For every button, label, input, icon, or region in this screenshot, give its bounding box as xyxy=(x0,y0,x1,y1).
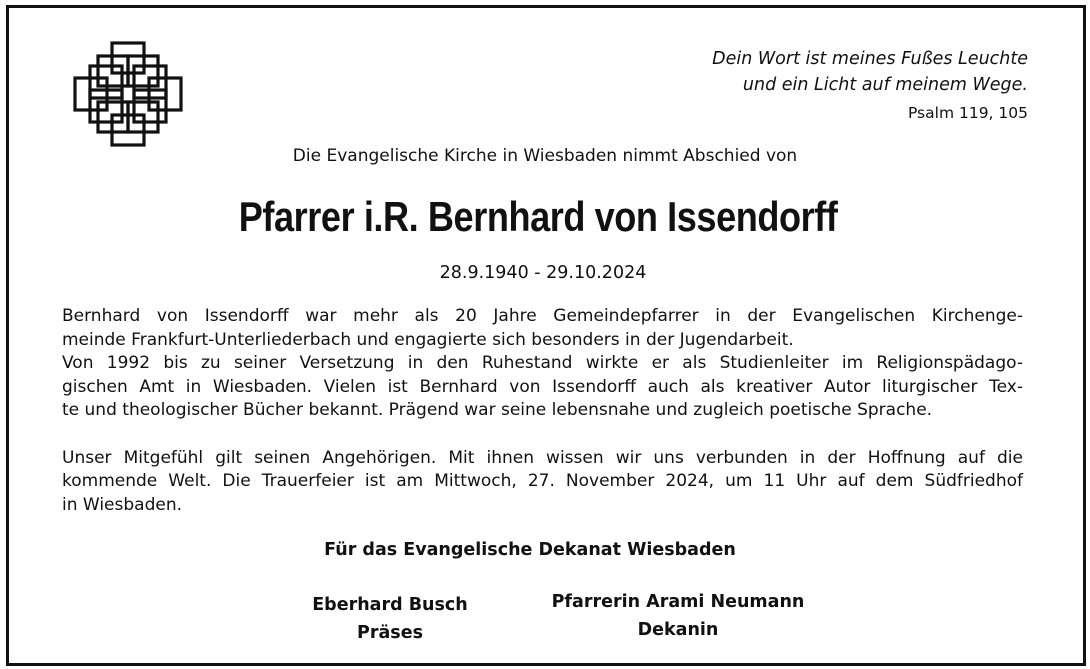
deceased-name: Pfarrer i.R. Bernhard von Issendorff xyxy=(238,193,838,240)
signer-name: Eberhard Busch xyxy=(312,595,468,615)
obituary-body xyxy=(62,305,1023,517)
signature-person-2 xyxy=(528,588,828,644)
body-line: meinde Frankfurt-Unterliederbach und engagierte sich besonders in der Jugendarbeit. xyxy=(62,329,794,350)
paragraph-biography xyxy=(62,305,1023,423)
signer-role: Dekanin xyxy=(637,620,719,640)
body-line: Bernhard von Issendorff war mehr als 20 Jahre Gemeindepfarrer in der Evangelischen Kirchenge- xyxy=(62,306,1023,326)
signer-role: Präses xyxy=(357,623,423,643)
intro-text: Die Evangelische Kirche in Wiesbaden nimmt Abschied von xyxy=(292,146,798,166)
quote-line-2: und ein Licht auf meinem Wege. xyxy=(742,75,1028,95)
quote-line-1: Dein Wort ist meines Fußes Leuchte xyxy=(712,49,1028,69)
signature-person-1 xyxy=(270,591,510,647)
paragraph-condolence xyxy=(62,447,1023,518)
body-line: in Wiesbaden. xyxy=(62,494,183,515)
quote-source: Psalm 119, 105 xyxy=(907,104,1028,122)
body-line: Unser Mitgefühl gilt seinen Angehörigen. Mit ihnen wissen wir uns verbunden in der Hoffnung auf die xyxy=(62,447,1023,468)
body-line: gischen Amt in Wiesbaden. Vielen ist Bernhard von Issendorff auch als kreativer Autor liturgischer Tex- xyxy=(62,376,1023,397)
life-dates: 28.9.1940 - 29.10.2024 xyxy=(439,263,647,283)
body-line: kommende Welt. Die Trauerfeier ist am Mittwoch, 27. November 2024, um 11 Uhr auf dem Südfriedhof xyxy=(62,471,1023,492)
interlocking-squares-cross-icon xyxy=(72,40,184,148)
body-line: te und theologischer Bücher bekannt. Prägend war seine lebensnahe und zugleich poetische Sprache. xyxy=(62,400,933,421)
body-line: Von 1992 bis zu seiner Versetzung in den Ruhestand wirkte er als Studienleiter im Religionspädago- xyxy=(62,353,1023,374)
signature-organization: Für das Evangelische Dekanat Wiesbaden xyxy=(324,540,736,560)
bible-quote xyxy=(712,46,1028,98)
signer-name: Pfarrerin Arami Neumann xyxy=(551,592,805,612)
